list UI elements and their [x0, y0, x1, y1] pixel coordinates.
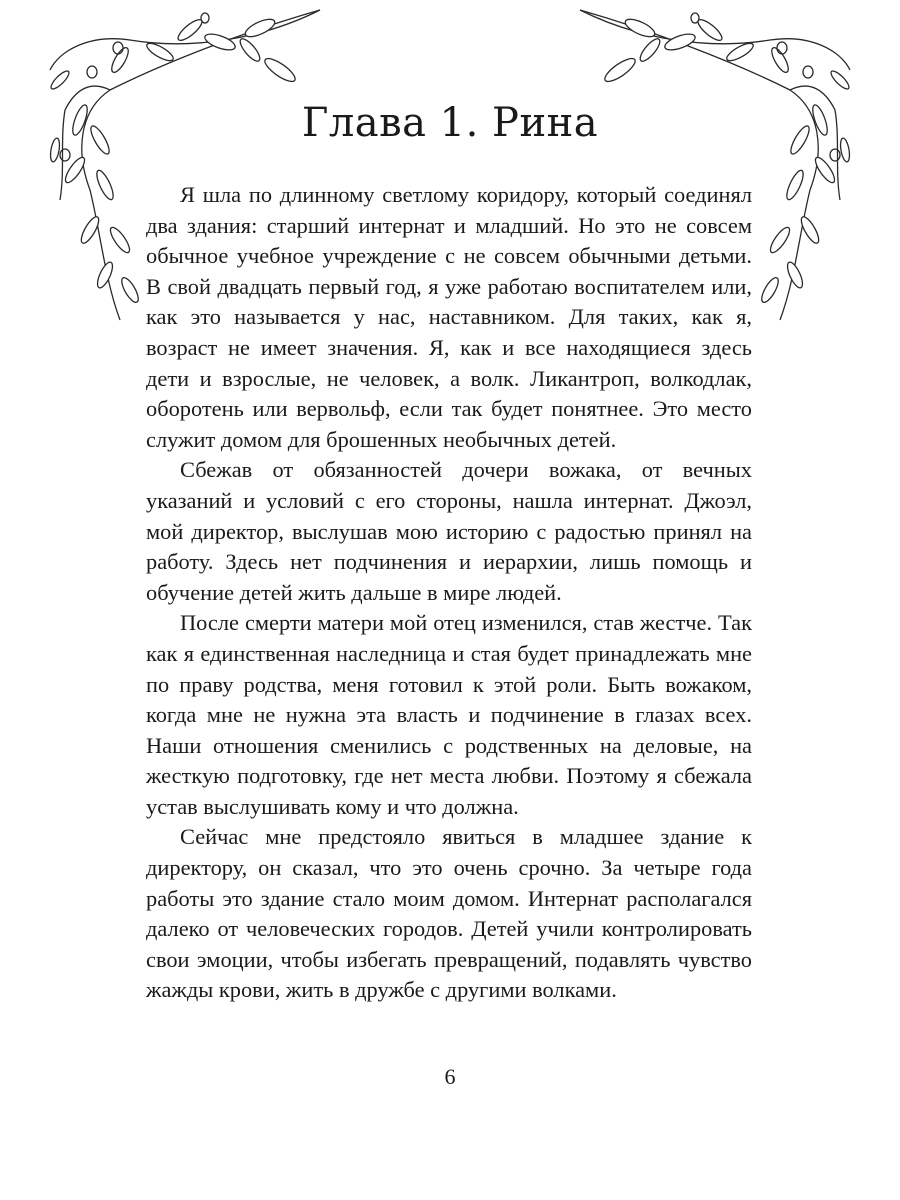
paragraph: После смерти матери мой отец изменился, став жестче. Так как я единственная наследница и стая будет принадлежать мне по праву родства, меня готовил к этой роли. Быть вожаком, когда мне не нужна эта власть и подчинение в глазах всех. Наши отношения сменились с родственных на деловые, на жесткую подготовку, где нет места любви. Поэтому я сбежала устав выслушивать кому и что должна.: [146, 610, 752, 819]
paragraph: Сейчас мне предстояло явиться в младшее здание к директору, он сказал, что это очень срочно. За четыре года работы это здание стало моим домом. Интернат располагался далеко от человеческих городов. Детей учили контролировать свои эмоции, чтобы избегать превращений, подавлять чувство жажды крови, жить в дружбе с другими волками.: [146, 824, 752, 1003]
page-number: 6: [444, 1064, 456, 1089]
paragraph: Я шла по длинному светлому коридору, который соединял два здания: старший интернат и младший. Но это не совсем обычное учебное учреждение с не совсем обычными детьми. В свой двадцать первый год, я уже работаю воспитателем или, как это называется у нас, наставником. Для таких, как я, возраст не имеет значения. Я, как и все находящиеся здесь дети и взрослые, не человек, а волк. Ликантроп, волкодлак, оборотень или вервольф, если так будет понятнее. Это место служит домом для брошенных необычных детей.: [146, 182, 752, 452]
paragraph: Сбежав от обязанностей дочери вожака, от вечных указаний и условий с его стороны, нашла интернат. Джоэл, мой директор, выслушав мою историю с радостью принял на работу. Здесь нет подчинения и иерархии, лишь помощь и обучение детей жить дальше в мире людей.: [146, 457, 752, 605]
body-text: [146, 180, 752, 1006]
chapter-title: Глава 1. Рина: [301, 100, 599, 146]
